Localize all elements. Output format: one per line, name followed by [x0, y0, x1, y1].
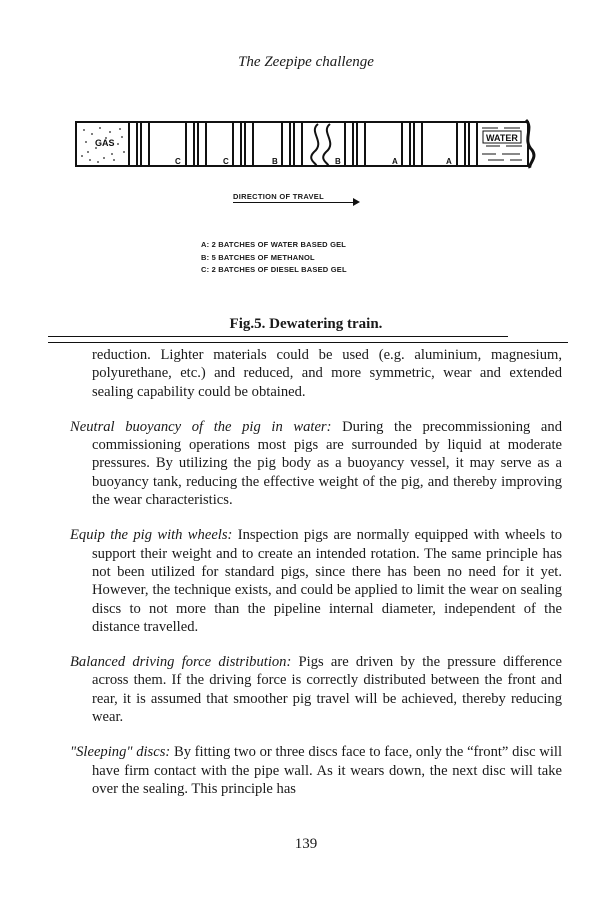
paragraph-continuation [92, 346, 562, 401]
batch-label: B [335, 157, 341, 166]
caption-rule-top [48, 336, 508, 337]
caption-rule-bottom [48, 342, 568, 343]
page-number: 139 [294, 836, 318, 852]
direction-arrow-shaft [233, 202, 355, 203]
direction-arrow-head [353, 198, 360, 206]
batch-label: C [175, 157, 181, 166]
body-text [70, 346, 562, 815]
paragraph-heading: Equip the pig with wheels: [70, 527, 233, 544]
paragraph-text: By fitting two or three discs face to face, only the “front” disc will have firm contact with the pipe wall. As it wears down, the next disc will take over the sealing. This principle has [92, 744, 562, 797]
paragraph-sleeping-discs [70, 743, 562, 798]
legend-item-b: B: 5 BATCHES OF METHANOL [201, 252, 315, 262]
batch-label: C [223, 157, 229, 166]
figure-caption: Fig.5. Dewatering train. [229, 316, 383, 332]
batch-label: B [272, 157, 278, 166]
gas-label: GAS [95, 138, 115, 148]
paragraph-neutral-buoyancy [70, 418, 562, 509]
direction-of-travel-label: DIRECTION OF TRAVEL [233, 192, 324, 201]
paragraph-heading: Neutral buoyancy of the pig in water: [70, 418, 332, 435]
legend-item-c: C: 2 BATCHES OF DIESEL BASED GEL [201, 265, 347, 274]
batch-label: A [392, 157, 398, 166]
dewatering-train-diagram [0, 110, 612, 315]
paragraph-wheels [70, 526, 562, 636]
running-head: The Zeepipe challenge [238, 54, 374, 70]
paragraph-heading: "Sleeping" discs: [70, 744, 171, 761]
paragraph-text: reduction. Lighter materials could be used (e.g. aluminium, magnesium, polyurethane, etc.) and reduced, and more symmetric, wear and extended sealing capability could be obtained. [92, 347, 562, 400]
paragraph-text: During the precommissioning and commissioning operations most pigs are surrounded by liquid at moderate pressures. By utilizing the pig body as a buoyancy vessel, it may serve as a buoyancy tank, reducing the effective weight of the pig, and thereby improving the wear characteristics. [92, 418, 562, 509]
paragraph-text: Inspection pigs are normally equipped with wheels to support their weight and to create an intended rotation. The same principle has not been utilized for standard pigs, since there has been no need for it yet. However, the technique exists, and could be applied to limit the wear on sealing discs to not more than the pipeline internal diameter, independent of the distance travelled. [92, 527, 562, 635]
paragraph-text: Pigs are driven by the pressure difference across them. If the driving force is correctly distributed between the front and rear, it is assumed that smoother pig travel will be achieved, thereby reducing wear. [92, 654, 562, 726]
legend-item-a: A: 2 BATCHES OF WATER BASED GEL [201, 240, 347, 249]
paragraph-balanced-force [70, 653, 562, 726]
water-label: WATER [486, 133, 518, 143]
paragraph-heading: Balanced driving force distribution: [70, 654, 292, 671]
batch-label: A [446, 157, 452, 166]
figure-legend [201, 239, 347, 277]
